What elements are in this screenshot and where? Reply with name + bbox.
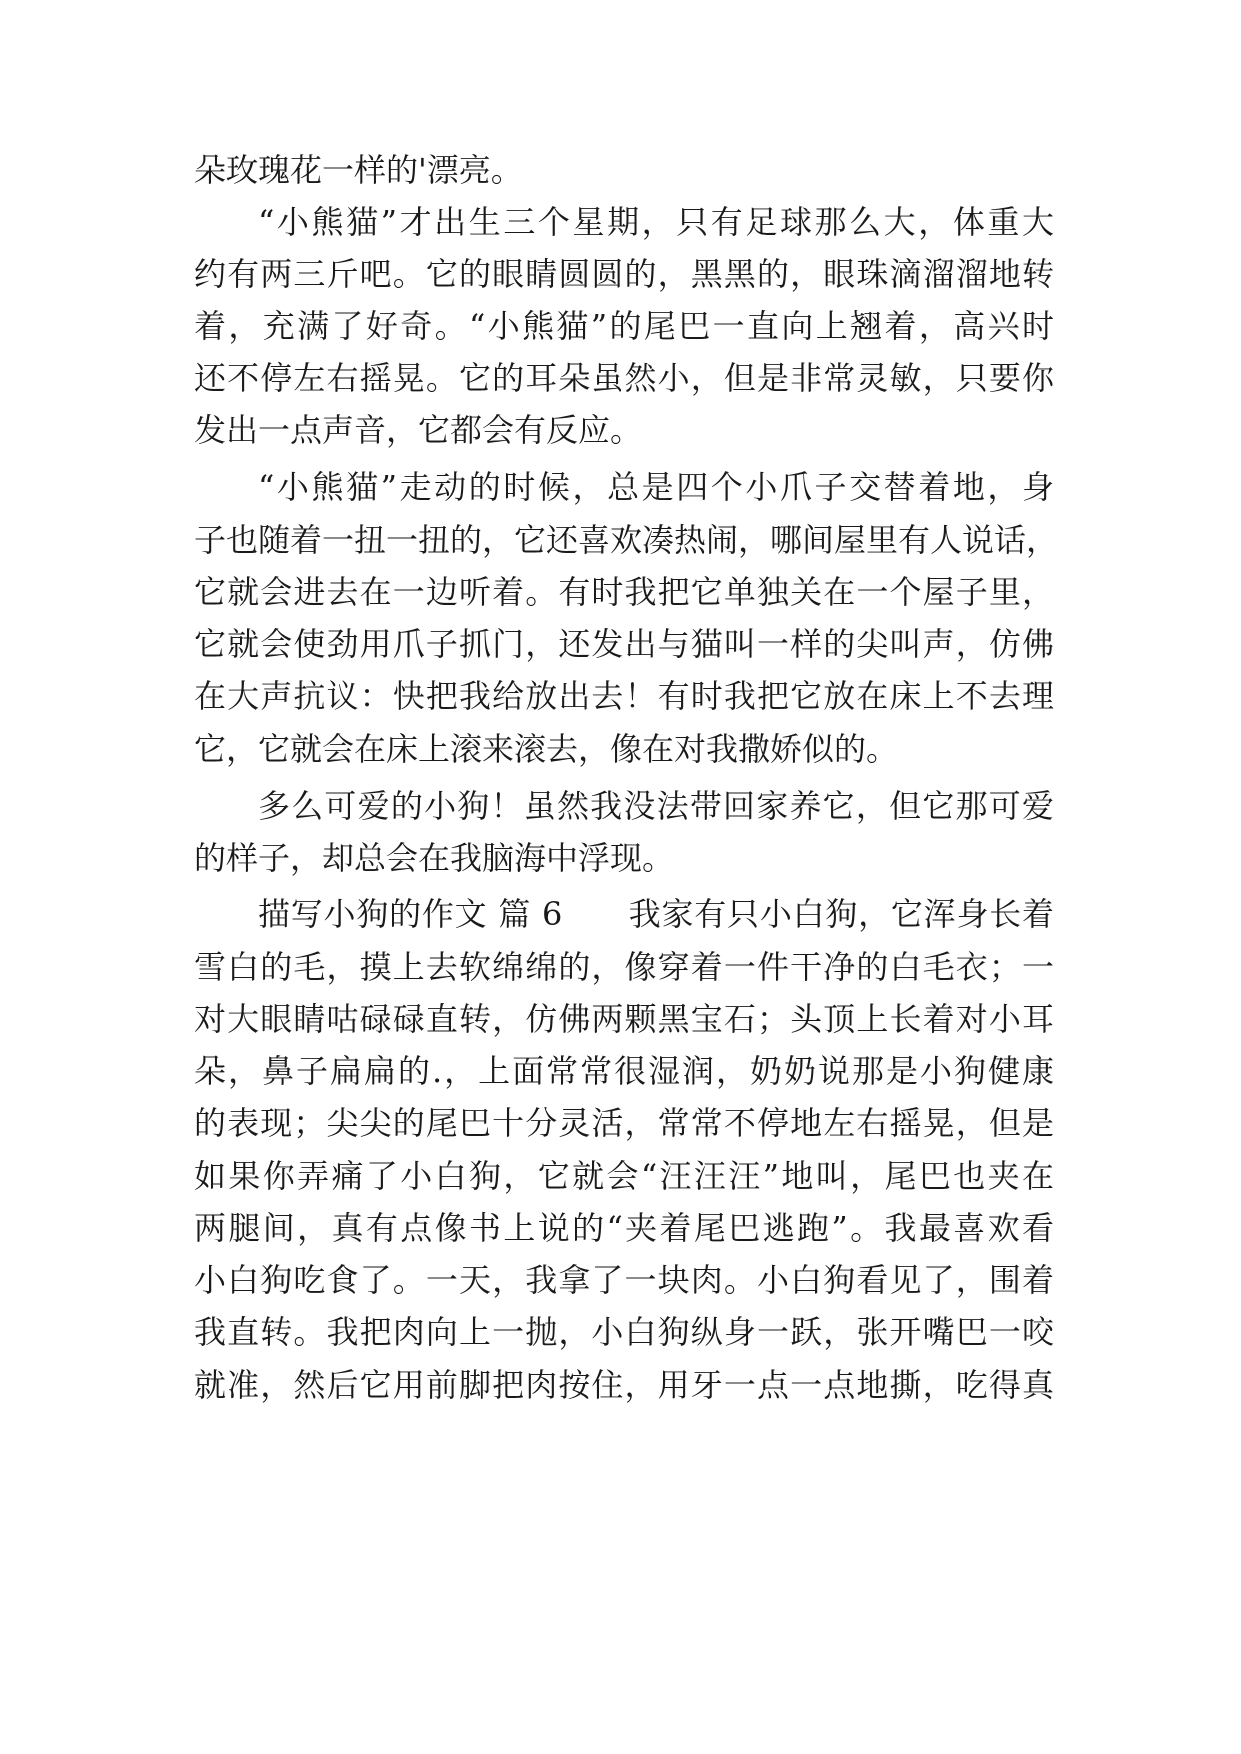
text-line: 它就会使劲用爪子抓门，还发出与猫叫一样的尖叫声，仿佛: [194, 625, 1054, 663]
text-line: 两腿间，真有点像书上说的“夹着尾巴逃跑”。我最喜欢看: [194, 1209, 1054, 1247]
text-line: 我直转。我把肉向上一抛，小白狗纵身一跃，张开嘴巴一咬: [194, 1313, 1054, 1351]
text-line: 发出一点声音，它都会有反应。: [194, 411, 643, 449]
text-line: 的表现；尖尖的尾巴十分灵活，常常不停地左右摇晃，但是: [194, 1104, 1054, 1142]
text-line: 朵，鼻子扁扁的.，上面常常很湿润，奶奶说那是小狗健康: [194, 1052, 1054, 1090]
text-line: 对大眼睛咕碌碌直转，仿佛两颗黑宝石；头顶上长着对小耳: [194, 1000, 1054, 1038]
text-line: 多么可爱的小狗！虽然我没法带回家养它，但它那可爱: [258, 787, 1054, 825]
text-line: 描写小狗的作文 篇 6 我家有只小白狗，它浑身长着: [258, 895, 1054, 933]
text-line: 朵玫瑰花一样的'漂亮。: [194, 151, 523, 189]
text-line: 雪白的毛，摸上去软绵绵的，像穿着一件干净的白毛衣；一: [194, 948, 1054, 986]
text-line: 就准，然后它用前脚把肉按住，用牙一点一点地撕，吃得真: [194, 1366, 1054, 1404]
text-line: “小熊猫”才出生三个星期，只有足球那么大，体重大: [258, 203, 1054, 241]
text-line: 小白狗吃食了。一天，我拿了一块肉。小白狗看见了，围着: [194, 1261, 1054, 1299]
text-line: 着，充满了好奇。“小熊猫”的尾巴一直向上翘着，高兴时: [194, 307, 1054, 345]
text-line: 在大声抗议：快把我给放出去！有时我把它放在床上不去理: [194, 677, 1054, 715]
text-line: 它就会进去在一边听着。有时我把它单独关在一个屋子里，: [194, 573, 1054, 611]
text-line: 的样子，却总会在我脑海中浮现。: [194, 839, 675, 877]
text-line: 子也随着一扭一扭的，它还喜欢凑热闹，哪间屋里有人说话，: [194, 521, 1059, 559]
text-line: 约有两三斤吧。它的眼睛圆圆的，黑黑的，眼珠滴溜溜地转: [194, 255, 1054, 293]
text-line: 如果你弄痛了小白狗，它就会“汪汪汪”地叫，尾巴也夹在: [194, 1157, 1054, 1195]
text-line: 还不停左右摇晃。它的耳朵虽然小，但是非常灵敏，只要你: [194, 359, 1054, 397]
text-line: “小熊猫”走动的时候，总是四个小爪子交替着地，身: [258, 468, 1054, 506]
text-line: 它，它就会在床上滚来滚去，像在对我撒娇似的。: [194, 730, 899, 768]
